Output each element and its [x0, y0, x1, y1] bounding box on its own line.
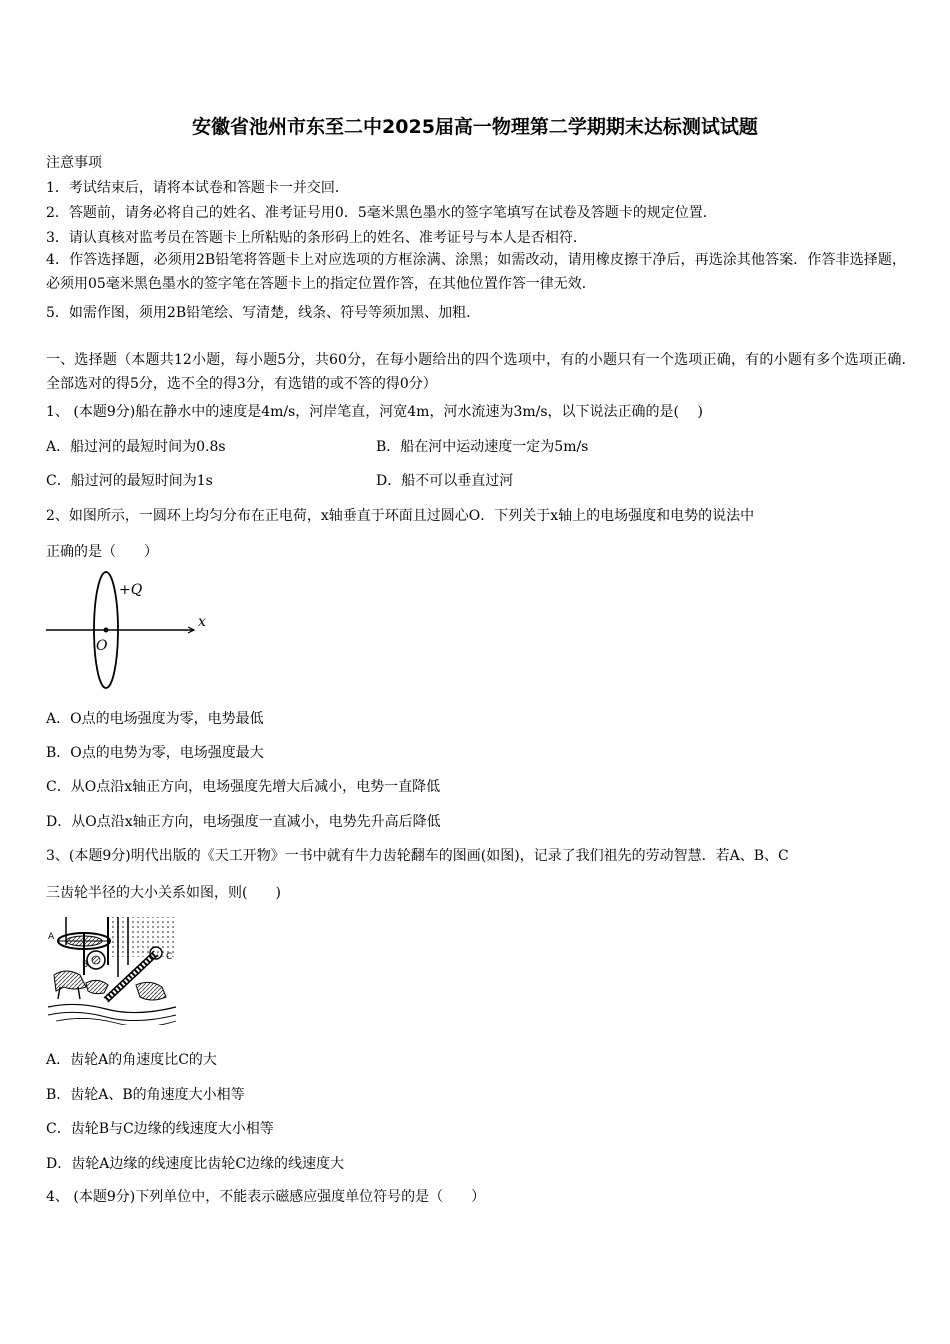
- q3-option-d: D．齿轮A边缘的线速度比齿轮C边缘的线速度大: [46, 1156, 345, 1172]
- x-axis-label: x: [198, 614, 206, 630]
- q2-option-b: B．O点的电势为零，电场强度最大: [46, 745, 264, 761]
- origin-label: O: [96, 638, 108, 654]
- q1-option-a: A．船过河的最短时间为0.8s: [46, 439, 226, 455]
- q2-option-d: D．从O点沿x轴正方向，电场强度一直减小，电势先升高后降低: [46, 814, 441, 830]
- ox-gear-waterwheel-illustration: [46, 915, 181, 1025]
- q2-option-a: A．O点的电场强度为零，电势最低: [46, 711, 264, 727]
- notice-heading: 注意事项: [46, 155, 102, 171]
- q1-option-d: D．船不可以垂直过河: [376, 473, 514, 489]
- q3-option-c: C．齿轮B与C边缘的线速度大小相等: [46, 1121, 274, 1137]
- notice-item-3: 3．请认真核对监考员在答题卡上所粘贴的条形码上的姓名、准考证号与本人是否相符．: [46, 230, 587, 246]
- q3-stem-line2: 三齿轮半径的大小关系如图，则( ): [46, 885, 281, 901]
- notice-item-4: 4．作答选择题，必须用2B铅笔将答题卡上对应选项的方框涂满、涂黑；如需改动，请用橡皮擦干净后，再选涂其他答案．作答非选择题，必须用05毫米黑色墨水的签字笔在答题卡上的指定位置作答，在其他位置作答一律无效．: [46, 252, 906, 292]
- notice-item-2: 2．答题前，请务必将自己的姓名、准考证号用0．5毫米黑色墨水的签字笔填写在试卷及答题卡的规定位置．: [46, 205, 717, 221]
- q1-option-b: B．船在河中运动速度一定为5m/s: [376, 439, 589, 455]
- gear-a-label: A: [48, 932, 55, 942]
- page-title: 安徽省池州市东至二中2025届高一物理第二学期期末达标测试试题: [192, 116, 758, 138]
- q1-stem: 1、 (本题9分)船在静水中的速度是4m/s，河岸笔直，河宽4m，河水流速为3m/s，以下说法正确的是( ): [46, 404, 703, 420]
- q3-stem-line1: 3、(本题9分)明代出版的《天工开物》一书中就有牛力齿轮翻车的图画(如图)，记录了我们祖先的劳动智慧．若A、B、C: [46, 848, 789, 864]
- q3-option-b: B．齿轮A、B的角速度大小相等: [46, 1087, 245, 1103]
- q2-stem-line2: 正确的是（ ）: [46, 544, 158, 560]
- q2-option-c: C．从O点沿x轴正方向，电场强度先增大后减小，电势一直降低: [46, 779, 441, 795]
- q4-stem: 4、 (本题9分)下列单位中，不能表示磁感应强度单位符号的是（ ）: [46, 1189, 486, 1205]
- section-heading: 一、选择题（本题共12小题，每小题5分，共60分，在每小题给出的四个选项中，有的小题只有一个选项正确，有的小题有多个选项正确.全部选对的得5分，选不全的得3分，有选错的或不答的得0分）: [46, 352, 906, 392]
- gear-c-label: C: [166, 952, 173, 962]
- q3-option-a: A．齿轮A的角速度比C的大: [46, 1052, 217, 1068]
- charged-ring-figure: [44, 570, 224, 695]
- notice-item-1: 1．考试结束后，请将本试卷和答题卡一并交回．: [46, 180, 349, 196]
- q1-option-c: C．船过河的最短时间为1s: [46, 473, 213, 489]
- charge-label: +Q: [119, 582, 143, 598]
- notice-item-5: 5．如需作图，须用2B铅笔绘、写清楚，线条、符号等须加黑、加粗．: [46, 305, 481, 321]
- gear-b-label: B: [82, 960, 89, 970]
- q2-stem-line1: 2、如图所示，一圆环上均匀分布在正电荷，x轴垂直于环面且过圆心O．下列关于x轴上的电场强度和电势的说法中: [46, 508, 755, 524]
